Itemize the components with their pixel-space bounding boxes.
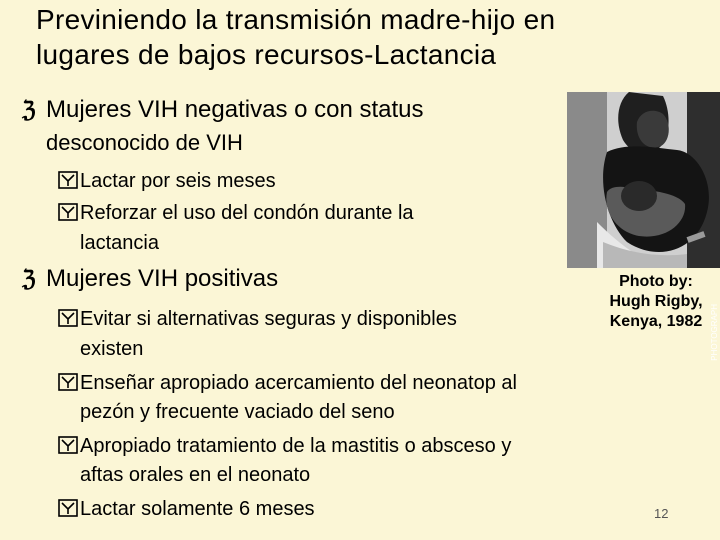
y-bullet-icon [58, 373, 78, 391]
photo-credit-vertical: PHOTOGRAPH [710, 304, 719, 361]
photo-caption-line-3: Kenya, 1982 [609, 313, 703, 330]
bullet-negative-label-2: desconocido de VIH [46, 130, 243, 155]
item-neg-2-line-1: Reforzar el uso del condón durante la [80, 202, 414, 224]
item-neg-2-line-2: lactancia [80, 232, 159, 254]
photo-caption-line-1: Photo by: [619, 273, 693, 290]
y-bullet-icon [58, 171, 78, 189]
y-bullet-icon [58, 436, 78, 454]
photo-caption-line-2: Hugh Rigby, [609, 293, 703, 310]
list-item [58, 198, 414, 228]
item-pos-1-line-1: Evitar si alternativas seguras y disponibles [80, 308, 457, 330]
list-item [58, 368, 517, 398]
item-pos-2-line-2: pezón y frecuente vaciado del seno [80, 401, 395, 423]
title-line-2: lugares de bajos recursos-Lactancia [36, 39, 497, 70]
item-neg-1: Lactar por seis meses [80, 170, 276, 192]
title-line-1: Previniendo la transmisión madre-hijo en [36, 4, 556, 35]
bullet-negative-label-1: Mujeres VIH negativas o con status [46, 96, 424, 123]
z-bullet-icon: ℨ [22, 266, 36, 291]
slide-title [36, 2, 696, 72]
item-pos-2-line-1: Enseñar apropiado acercamiento del neonatop al [80, 372, 517, 394]
item-pos-4-line-1: Lactar solamente 6 meses [80, 498, 315, 520]
list-item [58, 431, 511, 461]
list-item [58, 494, 315, 524]
item-pos-3-line-2: aftas orales en el neonato [80, 464, 311, 486]
list-item [58, 304, 457, 334]
page-number: 12 [654, 506, 669, 521]
z-bullet-icon: ℨ [22, 97, 36, 122]
y-bullet-icon [58, 309, 78, 327]
item-pos-1-line-2: existen [80, 338, 144, 360]
bullet-positive [22, 264, 278, 294]
list-item [58, 166, 276, 196]
y-bullet-icon [58, 499, 78, 517]
bullet-negative [22, 95, 424, 125]
y-bullet-icon [58, 203, 78, 221]
photo-caption [592, 272, 720, 332]
item-pos-3-line-1: Apropiado tratamiento de la mastitis o absceso y [80, 435, 512, 457]
bullet-positive-label: Mujeres VIH positivas [46, 265, 279, 292]
